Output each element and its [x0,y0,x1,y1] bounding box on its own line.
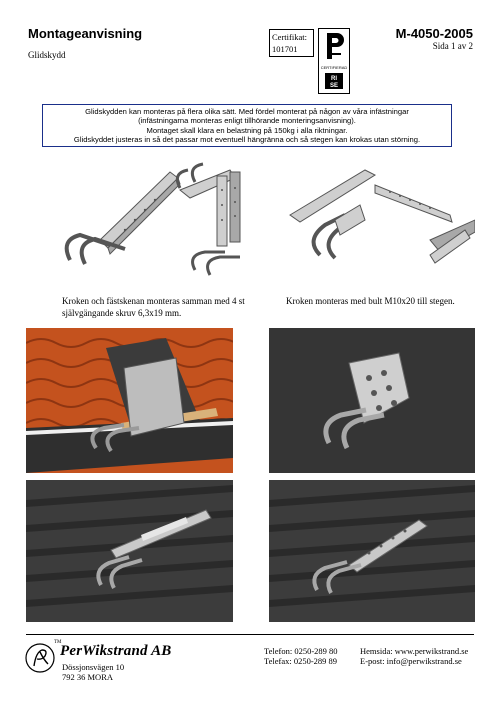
email-link[interactable]: E-post: info@perwikstrand.se [360,656,462,666]
caption-hook-ladder: Kroken monteras med bult M10x20 till stegen. [286,296,455,306]
certified-text: CERTIFIERAD [320,65,348,70]
footer-divider [26,634,474,635]
certification-logo [318,28,350,94]
hook-rail-assembly-figure [30,160,250,285]
document-title: Montageanvisning [28,26,143,41]
svg-text:SE: SE [329,83,339,89]
website-link[interactable]: Hemsida: www.perwikstrand.se [360,646,469,656]
notice-line: (infästningarna monteras enligt tillhörande monteringsanvisning). [138,116,356,126]
page-indicator: Sida 1 av 2 [432,41,473,51]
rise-logo-text: RI [331,76,337,82]
company-address-street: Dössjonsvägen 10 [62,662,125,672]
notice-line: Glidskyddet justeras in så det passar mot eventuell hängränna och så stegen kan krokas utan störning. [73,134,421,144]
notice-line: Glidskydden kan monteras på flera olika sätt. Med fördel monterat på någon av våra infästningar [85,107,409,116]
phone-number: Telefon: 0250-289 80 [264,646,338,656]
caption-hook-rail: Kroken och fästskenan monteras samman med 4 st självgängande skruv 6,3x19 mm. [62,296,245,318]
notice-box [42,104,452,147]
document-subtitle: Glidskydd [28,50,66,60]
certificate-box [269,29,314,57]
trademark-mark: TM [54,640,62,645]
document-number: M-4050-2005 [395,26,473,41]
fax-number: Telefax: 0250-289 89 [264,656,338,666]
p-mark-icon [319,29,349,93]
certificate-number: 101701 [272,44,298,54]
certificate-label: Certifikat: [272,32,307,42]
notice-line: Montaget skall klara en belastning på 150kg i alla riktningar. [146,125,348,135]
company-address-postal: 792 36 MORA [62,672,114,682]
bracket-closeup-photo [269,328,475,473]
hook-ladder-figure [280,160,475,285]
metal-roof-hook-photo [269,480,475,622]
metal-roof-rail-photo [26,480,233,622]
tile-roof-photo [26,328,233,473]
company-logo-icon [24,642,56,674]
company-name: PerWikstrand AB [60,643,172,659]
